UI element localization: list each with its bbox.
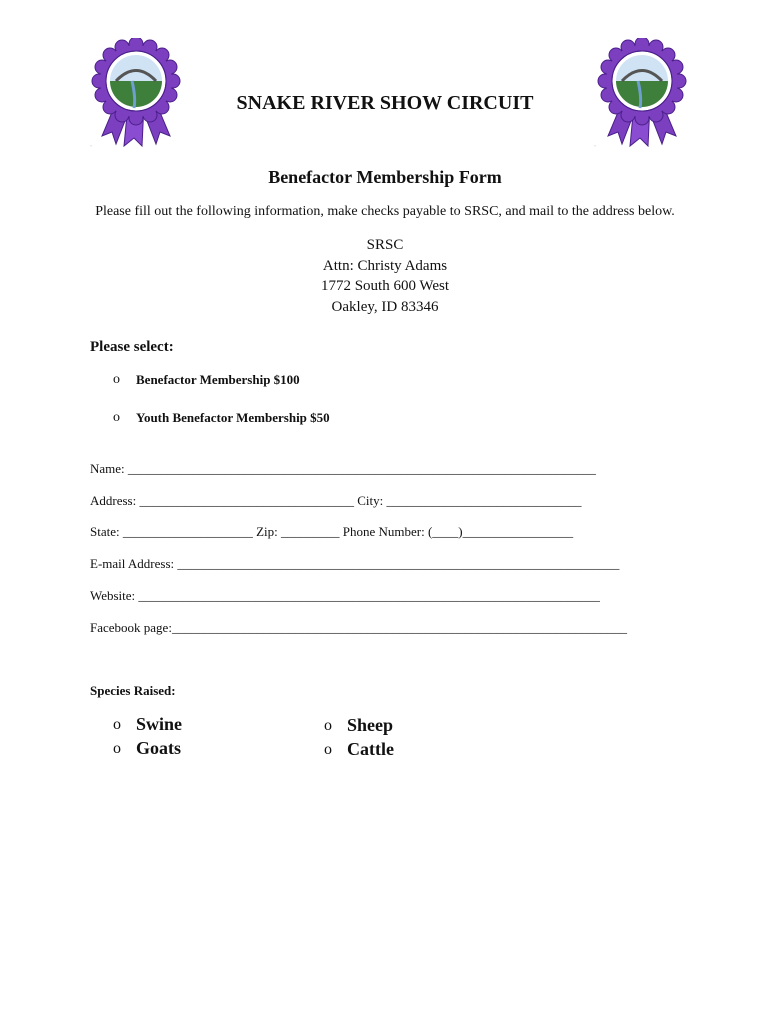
species-bullet[interactable]: o bbox=[113, 739, 121, 757]
species-swine[interactable] bbox=[113, 714, 182, 735]
facebook-field[interactable]: Facebook page:______________________________________________________________________ bbox=[90, 620, 627, 635]
instructions: Please fill out the following information, make checks payable to SRSC, and mail to the address below. bbox=[95, 204, 675, 219]
option-label: Youth Benefactor Membership $50 bbox=[136, 410, 330, 425]
species-label: Sheep bbox=[347, 715, 394, 735]
address-line: Attn: Christy Adams bbox=[322, 257, 448, 274]
species-label: Swine bbox=[136, 714, 183, 734]
address-city-field[interactable]: Address: _________________________________ City: ______________________________ bbox=[90, 493, 582, 508]
mailing-address bbox=[0, 235, 770, 317]
address-line: Oakley, ID 83346 bbox=[331, 298, 439, 315]
option-bullet[interactable]: o bbox=[113, 410, 120, 425]
name-field[interactable]: Name: ________________________________________________________________________ bbox=[90, 461, 596, 476]
species-bullet[interactable]: o bbox=[324, 716, 332, 734]
species-bullet[interactable]: o bbox=[113, 715, 121, 733]
option-youth-benefactor[interactable] bbox=[113, 410, 330, 426]
species-label: Goats bbox=[136, 738, 181, 758]
address-line: SRSC bbox=[366, 237, 404, 253]
option-label: Benefactor Membership $100 bbox=[136, 372, 300, 387]
address-line: 1772 South 600 West bbox=[320, 278, 450, 294]
species-sheep[interactable] bbox=[324, 715, 393, 736]
form-subtitle: Benefactor Membership Form bbox=[268, 167, 502, 187]
email-field[interactable]: E-mail Address: ____________________________________________________________________ bbox=[90, 556, 620, 571]
species-label: Cattle bbox=[347, 739, 394, 759]
species-heading: Species Raised: bbox=[90, 683, 176, 698]
page-title: SNAKE RIVER SHOW CIRCUIT bbox=[236, 92, 534, 114]
option-benefactor[interactable] bbox=[113, 372, 300, 388]
option-bullet[interactable]: o bbox=[113, 372, 120, 387]
species-bullet[interactable]: o bbox=[324, 740, 332, 758]
website-field[interactable]: Website: _______________________________________________________________________ bbox=[90, 588, 600, 603]
select-heading: Please select: bbox=[90, 339, 174, 355]
logo-left-mark: ⋅ bbox=[90, 144, 93, 150]
state-zip-phone-field[interactable]: State: ____________________ Zip: _________ Phone Number: (____)_________________ bbox=[90, 524, 574, 539]
species-cattle[interactable] bbox=[324, 739, 394, 760]
species-goats[interactable] bbox=[113, 738, 181, 759]
logo-right-mark: ⋅ bbox=[594, 144, 597, 150]
